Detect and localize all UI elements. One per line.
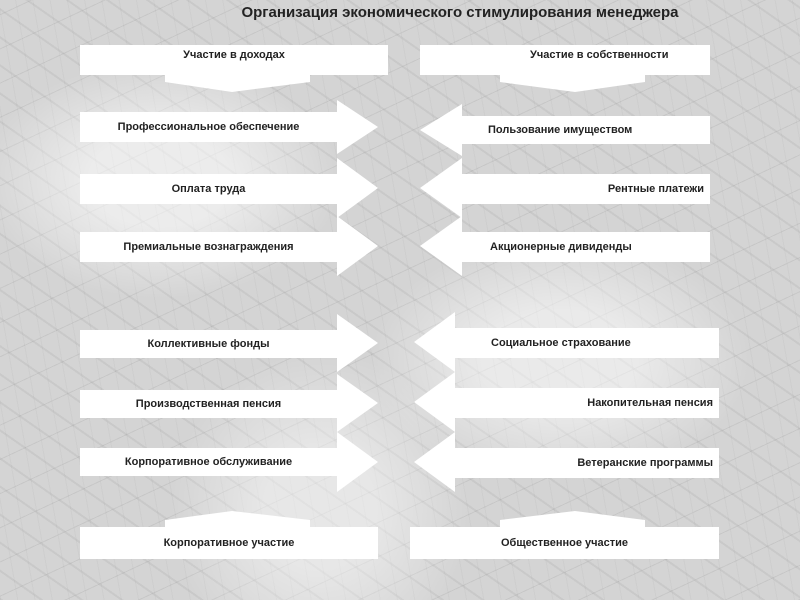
left-item-bonuses: Премиальные вознаграждения (80, 232, 337, 262)
page-title: Организация экономического стимулирования менеджера (241, 4, 679, 21)
arrow-up-right-footer (500, 511, 645, 527)
arrow-right-1 (337, 100, 378, 154)
arrow-right-3 (337, 216, 378, 276)
left-item-production-pension: Производственная пенсия (80, 390, 337, 418)
arrow-left-6 (414, 432, 455, 492)
left-header-box: Участие в доходах (80, 45, 388, 75)
arrow-right-6 (337, 432, 378, 492)
left-footer-box: Корпоративное участие (80, 527, 378, 559)
right-item-dividends: Акционерные дивиденды (462, 232, 710, 262)
arrow-left-2 (420, 158, 462, 218)
arrow-down-right-header (500, 75, 645, 92)
right-item-rent-payments: Рентные платежи (462, 174, 710, 204)
left-item-corporate-service: Корпоративное обслуживание (80, 448, 337, 476)
arrow-up-left-footer (165, 511, 310, 527)
right-item-accumulative-pension: Накопительная пенсия (455, 388, 719, 418)
arrow-right-5 (337, 374, 378, 432)
arrow-left-3 (420, 216, 462, 276)
left-item-collective-funds: Коллективные фонды (80, 330, 337, 358)
arrow-down-left-header (165, 75, 310, 92)
right-item-social-insurance: Социальное страхование (455, 328, 719, 358)
arrow-right-4 (337, 314, 378, 372)
arrow-left-5 (414, 372, 455, 432)
arrow-right-2 (337, 158, 378, 218)
left-item-professional-support: Профессиональное обеспечение (80, 112, 337, 142)
right-header-box: Участие в собственности (420, 45, 710, 75)
left-item-wages: Оплата труда (80, 174, 337, 204)
right-footer-box: Общественное участие (410, 527, 719, 559)
arrow-left-4 (414, 312, 455, 372)
right-item-property-use: Пользование имуществом (462, 116, 710, 144)
right-item-veteran-programs: Ветеранские программы (455, 448, 719, 478)
arrow-left-1 (420, 104, 462, 156)
